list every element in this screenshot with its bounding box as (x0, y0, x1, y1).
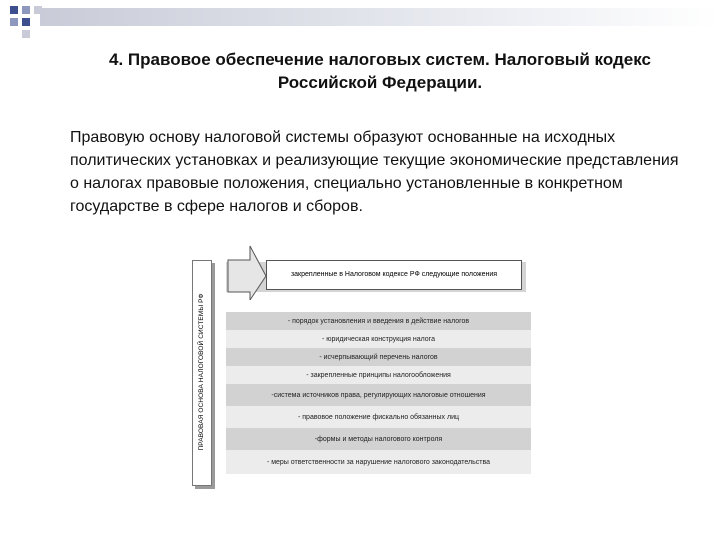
decorative-square (10, 18, 18, 26)
slide-decoration (0, 0, 720, 40)
list-item: -система источников права, регулирующих налоговые отношения (226, 384, 531, 406)
list-item: - меры ответственности за нарушение налогового законодательства (226, 450, 531, 474)
list-item: - закрепленные принципы налогообложения (226, 366, 531, 384)
decorative-square (22, 6, 30, 14)
decorative-square (22, 30, 30, 38)
vertical-label: ПРАВОВАЯ ОСНОВА НАЛОГОВОЙ СИСТЕМЫ РФ (198, 293, 205, 451)
decorative-header-bar (40, 8, 720, 26)
list-item: -формы и методы налогового контроля (226, 428, 531, 450)
list-item: - юридическая конструкция налога (226, 330, 531, 348)
list-item: - исчерпывающий перечень налогов (226, 348, 531, 366)
decorative-square (22, 18, 30, 26)
slide-body-text: Правовую основу налоговой системы образуют основанные на исходных политических установках и реализующие текущие экономические представления о налогах правовые положения, специально установленные в конкретном государстве в сфере налогов и сборов. (70, 129, 679, 215)
vertical-label-bar (192, 260, 212, 486)
list-item: - порядок установления и введения в действие налогов (226, 312, 531, 330)
decorative-square (34, 6, 42, 14)
slide-title: 4. Правовое обеспечение налоговых систем. Налоговый кодекс Российской Федерации. (109, 50, 651, 92)
provisions-list (226, 312, 531, 474)
decorative-square (10, 6, 18, 14)
header-box: закрепленные в Налоговом кодексе РФ следующие положения (266, 260, 522, 290)
list-item: - правовое положение фискально обязанных лиц (226, 406, 531, 428)
tax-law-diagram (186, 240, 536, 490)
